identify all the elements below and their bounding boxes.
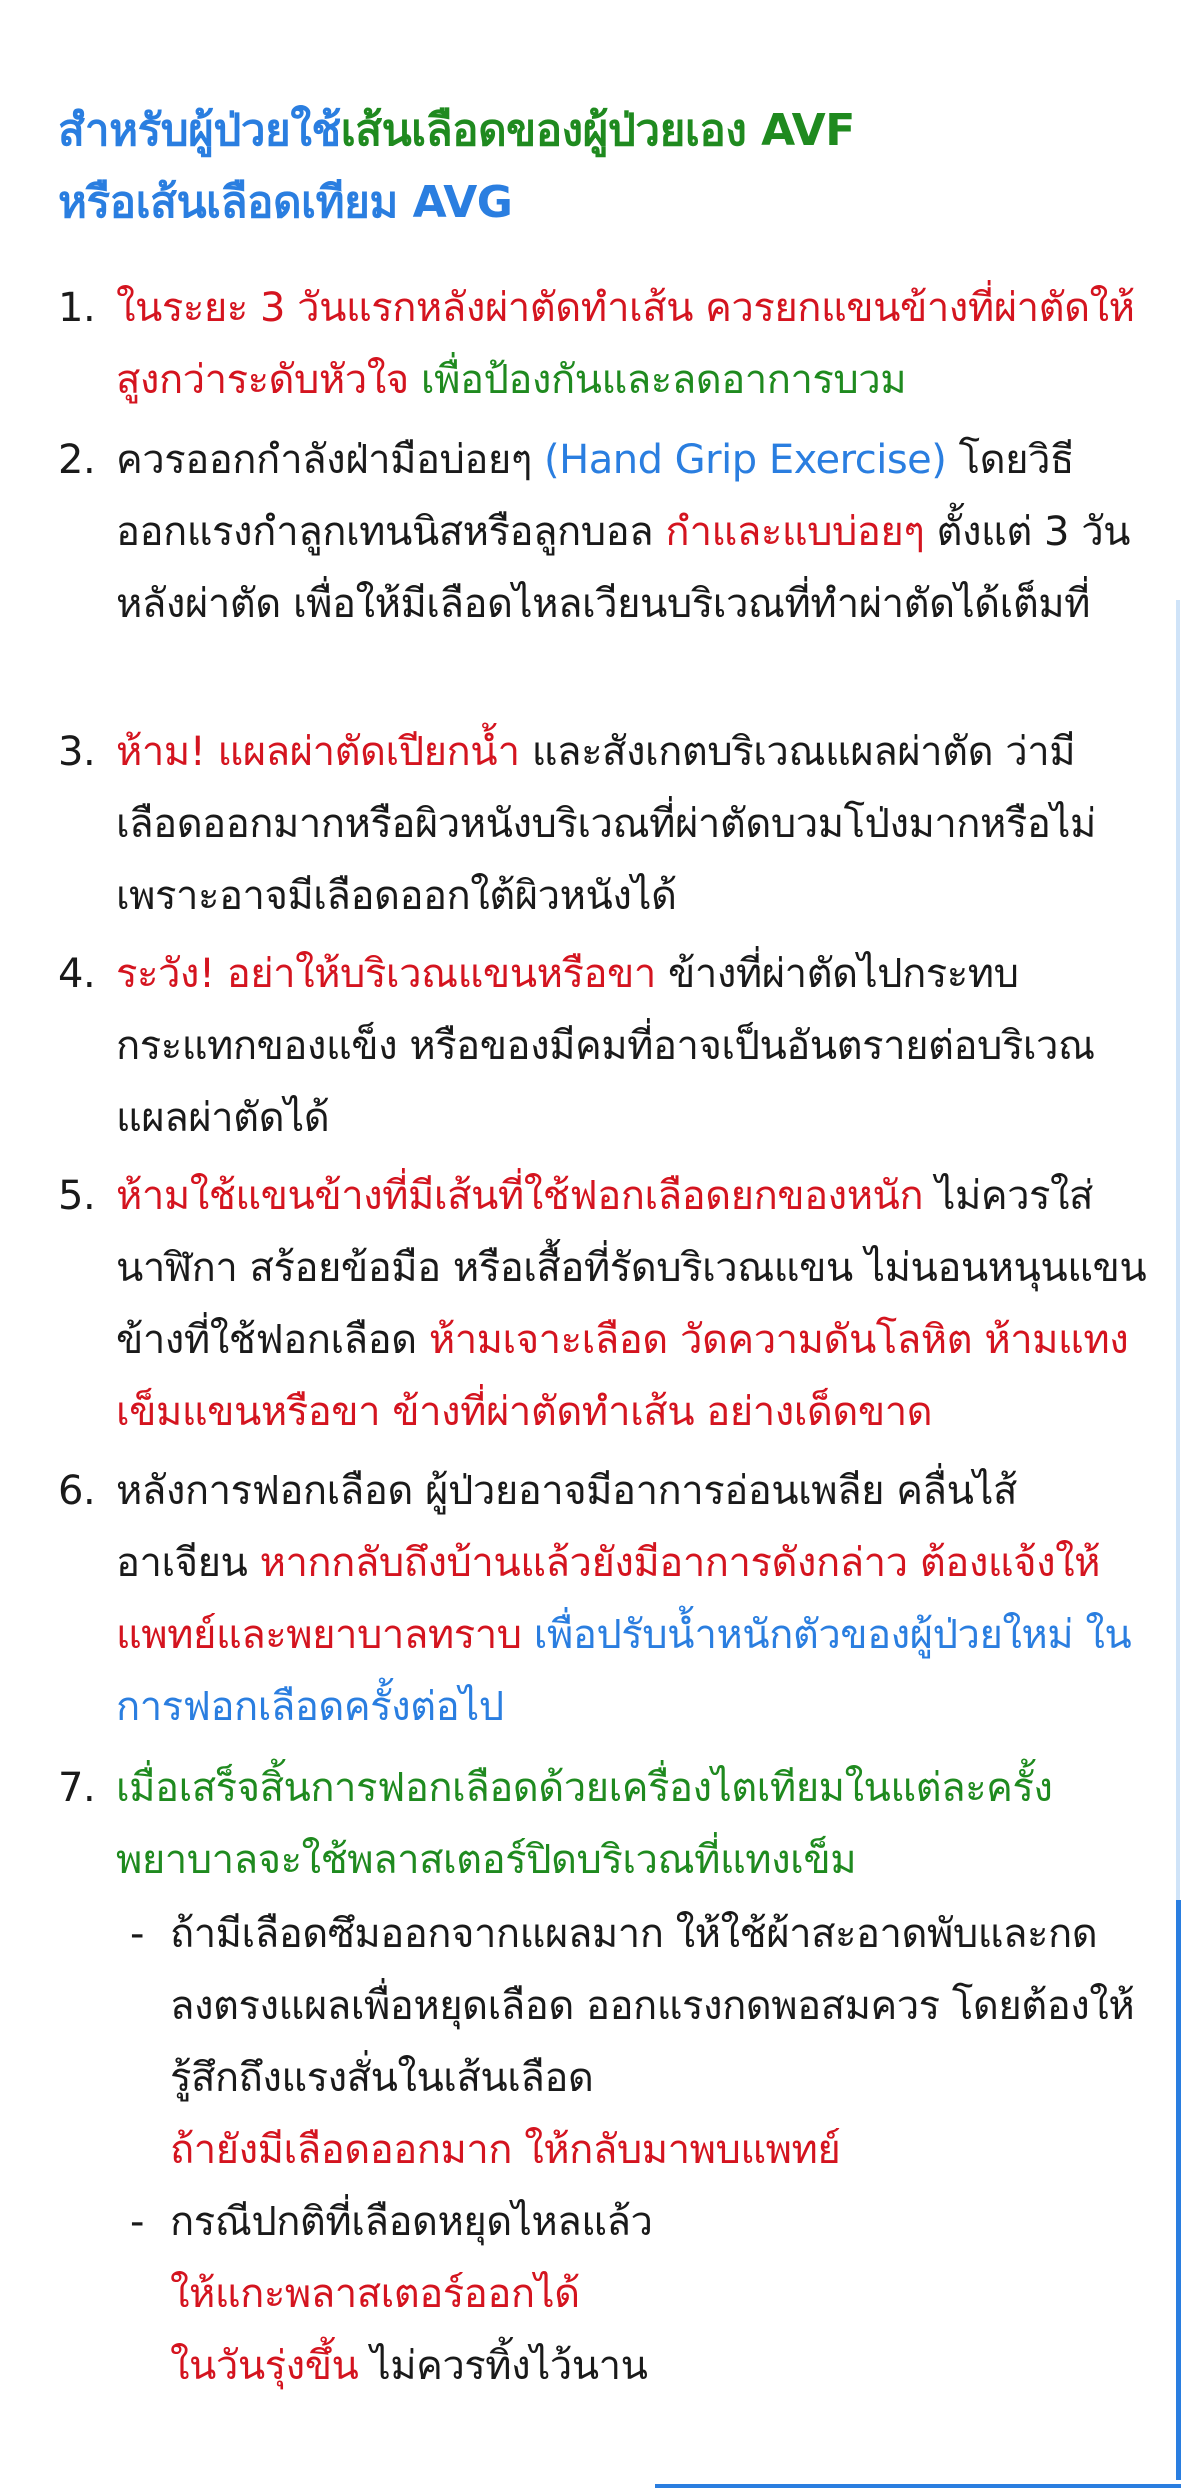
item-3-text-b: และสังเกตบริเวณแผลผ่าตัด ว่ามีเลือดออกมากหรือผิวหนังบริเวณที่ผ่าตัดบวมโป่งมากหรือไม่ เพราะอาจมีเลือดออกใต้ผิวหนังได้ <box>116 729 1096 919</box>
item-5-text-c: ห้ามเจาะเลือด วัดความดันโลหิต ห้ามแทงเข็มแขนหรือขา ข้างที่ผ่าตัดทำเส้น อย่างเด็ดขาด <box>116 1317 1129 1435</box>
list-item-1 <box>58 272 1148 416</box>
item-2-text-e: ตั้งแต่ 3 วันหลังผ่าตัด เพื่อให้มีเลือดไหลเวียนบริเวณที่ทำผ่าตัดได้เต็มที่ <box>116 509 1130 627</box>
heading-part1: สำหรับผู้ป่วยใช้ <box>58 105 341 156</box>
decorative-border-right <box>1176 1900 1181 2480</box>
item-number: 2. <box>58 437 96 483</box>
list-item-5 <box>58 1160 1148 1448</box>
item-2-text-b: (Hand Grip Exercise) <box>544 437 947 483</box>
item-5-text-a: ห้ามใช้แขนข้างที่มีเส้นที่ใช้ฟอกเลือดยกของหนัก <box>116 1173 924 1219</box>
item-5-text-b: ไม่ควรใส่นาฬิกา สร้อยข้อมือ หรือเสื้อที่รัดบริเวณแขน ไม่นอนหนุนแขนข้างที่ใช้ฟอกเลือด <box>116 1173 1147 1363</box>
sub-item-2-text-b: ให้แกะพลาสเตอร์ออกได้ <box>170 2271 580 2317</box>
item-6-text-c: เพื่อปรับน้ำหนักตัวของผู้ป่วยใหม่ ในการฟอกเลือดครั้งต่อไป <box>116 1612 1132 1730</box>
item-2-text-d: กำและแบบ่อยๆ <box>665 509 925 555</box>
item-number: 4. <box>58 951 96 997</box>
item-number: 3. <box>58 729 96 775</box>
item-number: 1. <box>58 285 96 331</box>
item-7-text-a: เมื่อเสร็จสิ้นการฟอกเลือดด้วยเครื่องไตเทียมในแต่ละครั้ง พยาบาลจะใช้พลาสเตอร์ปิดบริเวณที่แทงเข็ม <box>116 1765 1053 1883</box>
item-number: 7. <box>58 1765 96 1811</box>
item-3-text-a: ห้าม! แผลผ่าตัดเปียกน้ำ <box>116 729 520 775</box>
item-4-text-b: ข้างที่ผ่าตัดไปกระทบกระแทกของแข็ง หรือของมีคมที่อาจเป็นอันตรายต่อบริเวณแผลผ่าตัดได้ <box>116 951 1095 1141</box>
item-number: 6. <box>58 1468 96 1514</box>
sub-item-2-text-d: ไม่ควรทิ้งไว้นาน <box>358 2343 648 2389</box>
sub-item-2 <box>130 2186 1140 2402</box>
item-1-text-b: เพื่อป้องกันและลดอาการบวม <box>408 357 907 403</box>
item-6-text-a: หลังการฟอกเลือด ผู้ป่วยอาจมีอาการอ่อนเพลีย คลื่นไส้อาเจียน <box>116 1468 1017 1586</box>
list-item-3 <box>58 716 1148 932</box>
dash-bullet: - <box>130 2199 144 2245</box>
list-item-6 <box>58 1455 1148 1743</box>
list-item-4 <box>58 938 1148 1154</box>
item-6-text-b: หากกลับถึงบ้านแล้วยังมีอาการดังกล่าว ต้องแจ้งให้แพทย์และพยาบาลทราบ <box>116 1540 1100 1658</box>
item-1-text-a: ในระยะ 3 วันแรกหลังผ่าตัดทำเส้น ควรยกแขนข้างที่ผ่าตัดให้สูงกว่าระดับหัวใจ <box>116 285 1135 403</box>
list-item-7 <box>58 1752 1148 1896</box>
heading-part2: เส้นเลือดของผู้ป่วยเอง AVF <box>340 105 855 156</box>
item-4-text-a: ระวัง! อย่าให้บริเวณแขนหรือขา <box>116 951 656 997</box>
list-item-2 <box>58 424 1148 640</box>
sub-item-2-text-c: ในวันรุ่งขึ้น <box>170 2343 359 2389</box>
item-2-text-a: ควรออกกำลังฝ่ามือบ่อยๆ <box>116 437 545 483</box>
sub-item-1 <box>130 1898 1140 2186</box>
heading-part3: หรือเส้นเลือดเทียม AVG <box>58 177 513 228</box>
sub-item-1-text-a: ถ้ามีเลือดซึมออกจากแผลมาก ให้ใช้ผ้าสะอาดพับและกดลงตรงแผลเพื่อหยุดเลือด ออกแรงกดพอสมควร โดยต้องให้รู้สึกถึงแรงสั่นในเส้นเลือด <box>170 1911 1135 2101</box>
sub-item-2-text-a: กรณีปกติที่เลือดหยุดไหลแล้ว <box>170 2199 653 2245</box>
page-heading <box>58 95 1138 239</box>
decorative-border-bottom <box>655 2484 1181 2488</box>
sub-item-1-text-b: ถ้ายังมีเลือดออกมาก ให้กลับมาพบแพทย์ <box>170 2127 841 2173</box>
dash-bullet: - <box>130 1911 144 1957</box>
item-number: 5. <box>58 1173 96 1219</box>
item-2-text-c: โดยวิธีออกแรงกำลูกเทนนิสหรือลูกบอล <box>116 437 1074 555</box>
